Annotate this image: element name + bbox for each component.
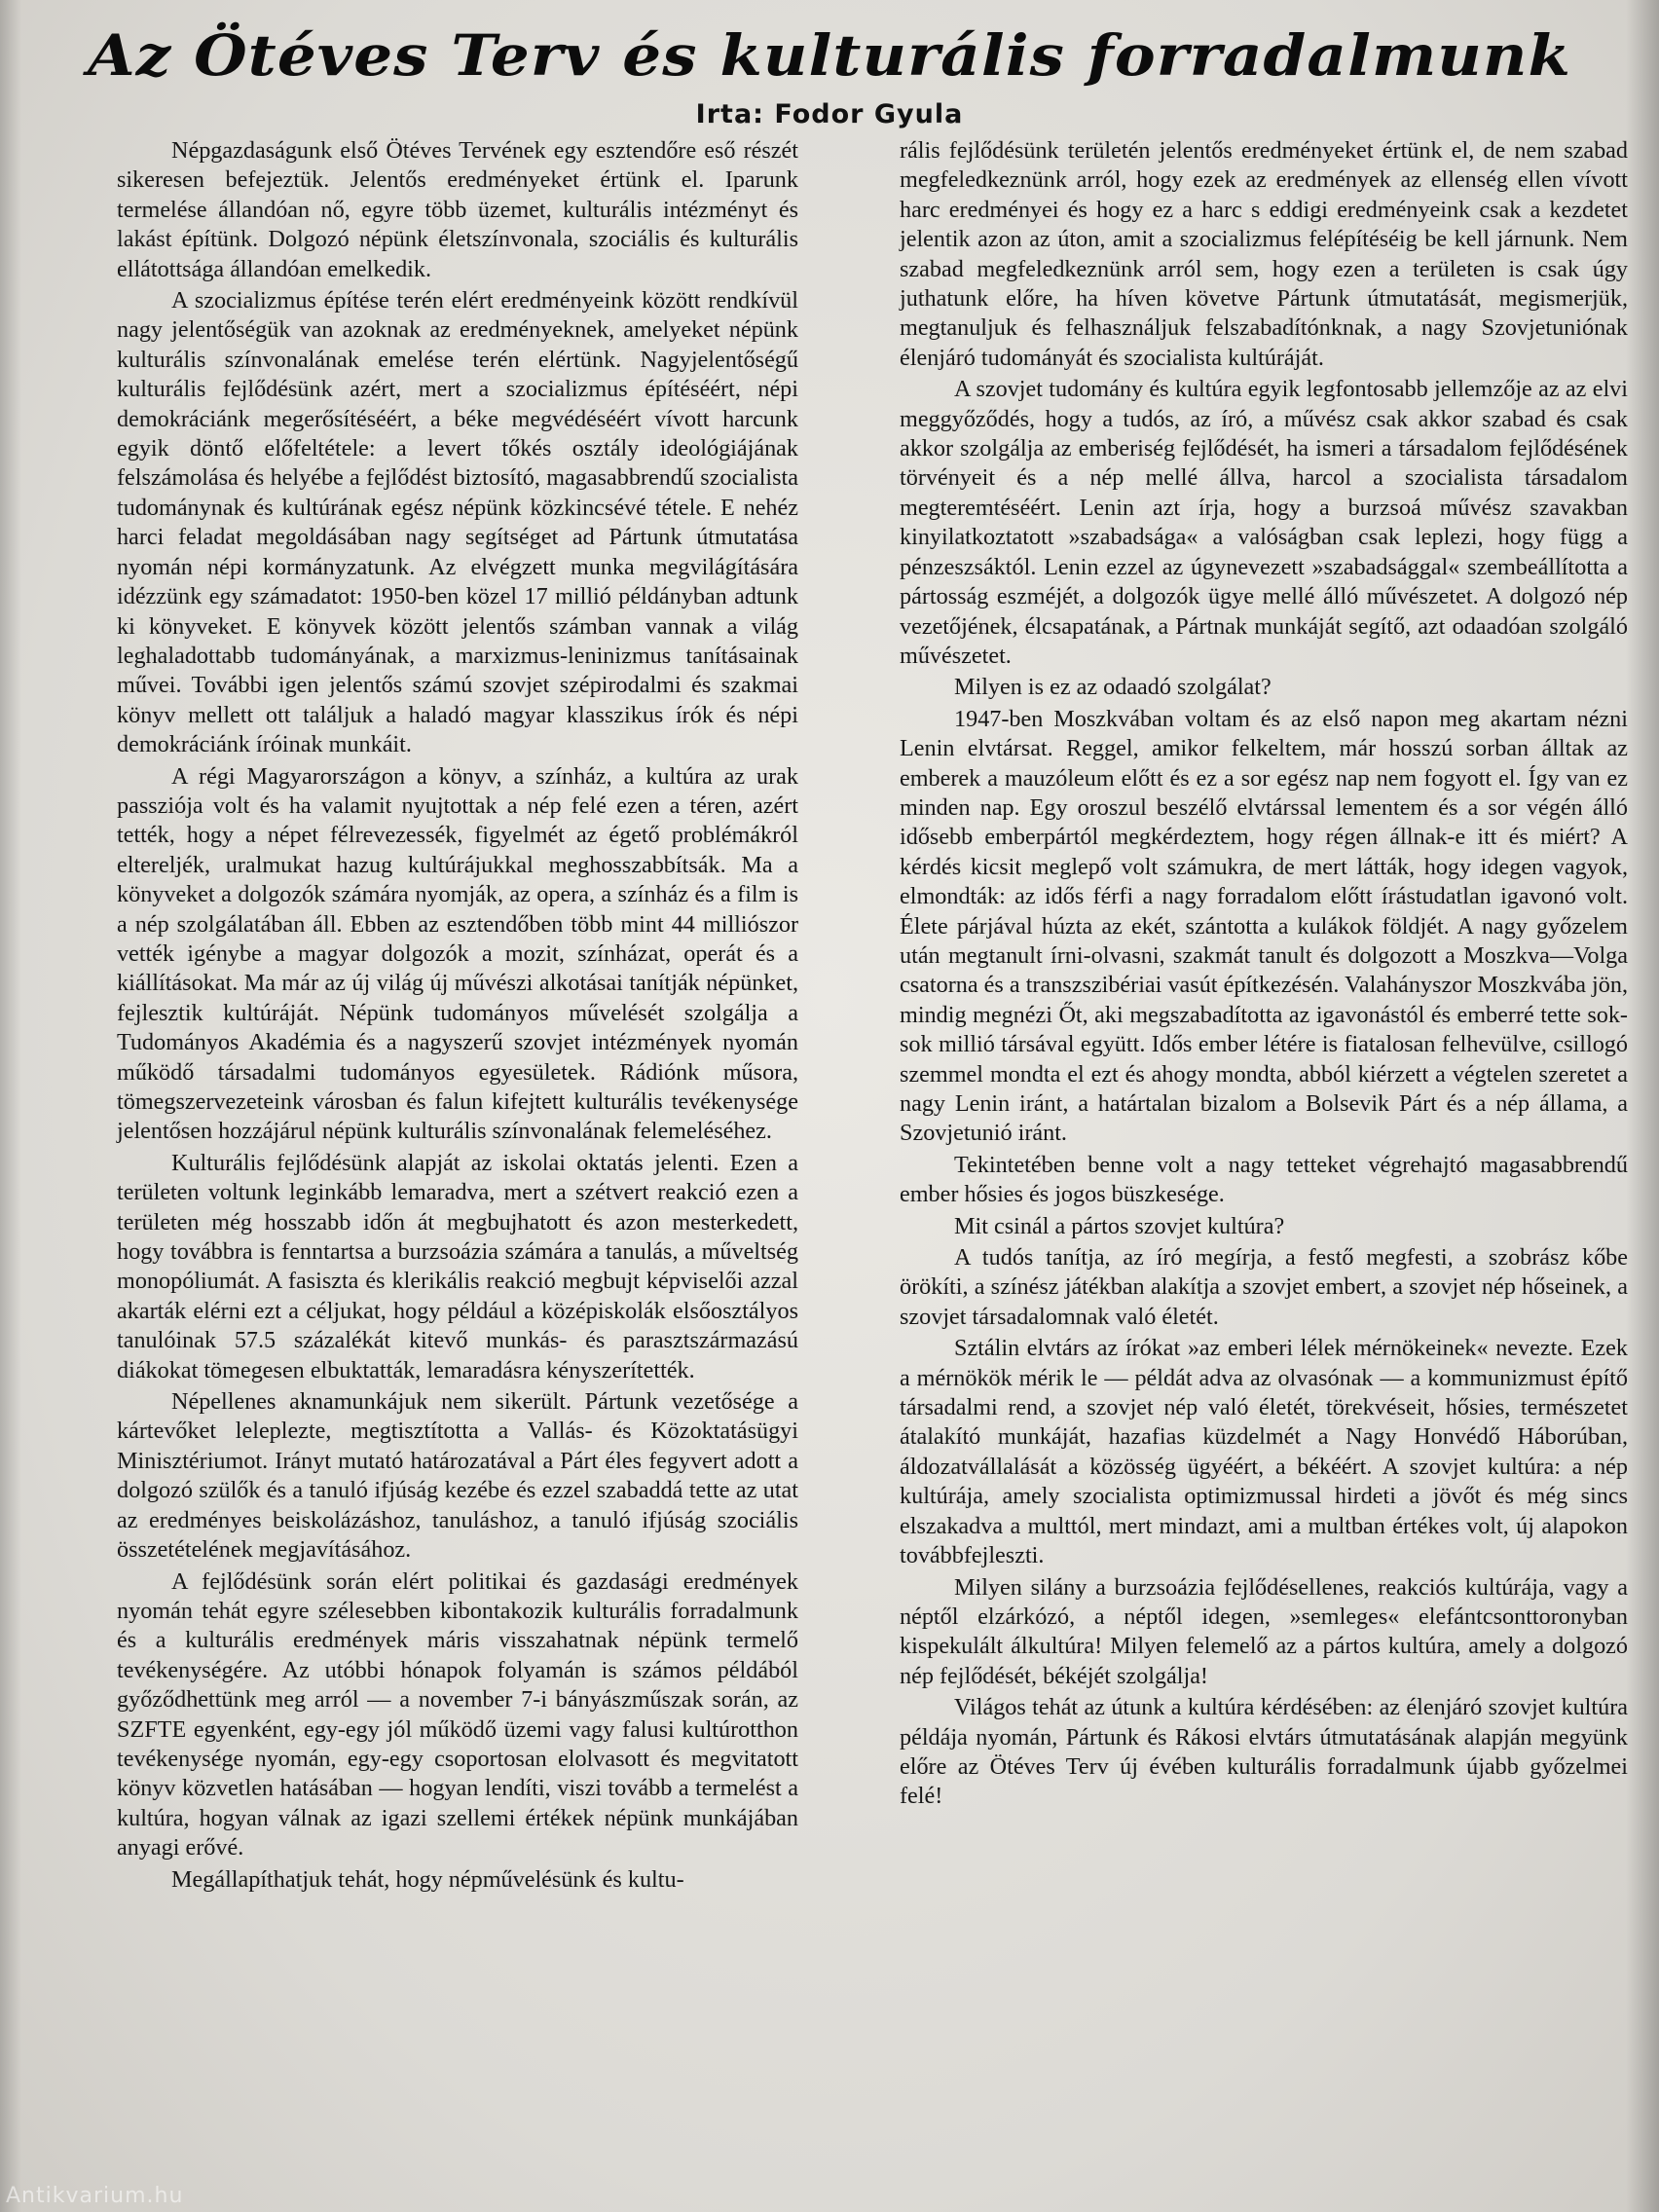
article-byline: Irta: Fodor Gyula	[695, 99, 964, 129]
right-paragraph-9: Milyen silány a burzsoázia fejlődésellenes, reakciós kultúrája, vagy a néptől elzárkózó, a néptől idegen, »semleges« elefántcsonttoronyban kispekulált álkultúra! Milyen felemelő az a pártos kultúra, amely a dolgozó nép fejlődését, békéjét szolgálja!	[900, 1573, 1628, 1689]
right-paragraph-7: A tudós tanítja, az író megírja, a festő megfesti, a szobrász kőbe örökíti, a színész játékban alakítja a szovjet embert, a szovjet nép hőseinek, a szovjet társadalomnak való életét.	[900, 1244, 1628, 1330]
article-header	[0, 21, 1659, 129]
right-paragraph-3: Milyen is ez az odaadó szolgálat?	[954, 674, 1272, 701]
left-paragraph-6: A fejlődésünk során elért politikai és gazdasági eredmények nyomán tehát egyre szélesebben kibontakozik kulturális forradalmunk és a kulturális eredmények máris visszahatnak népünk termelő tevékenységére. Az utóbbi hónapok folyamán is számos példából győződhettünk meg arról — a november 7-i bányászműszak során, az SZFTE egyenként, egy-egy jól működő üzemi vagy falusi kultúrotthon tevékenysége nyomán, egy-egy csoportosan elolvasott és megvitatott könyv közvetlen hatásában — hogyan lendíti, viszi tovább a termelést a kultúra, hogyan válnak az igazi szellemi értékek népünk munkájában anyagi erővé.	[117, 1567, 798, 1862]
left-paragraph-5: Népellenes aknamunkájuk nem sikerült. Pártunk vezetősége a kártevőket leleplezte, megtisztította a Vallás- és Közoktatásügyi Minisztériumot. Irányt mutató határozatával a Párt éles fegyvert adott a dolgozó szülők és a tanuló ifjúság kezébe és ezzel szabaddá tette az utat az eredményes beiskolázáshoz, tanuláshoz, a tanuló ifjúság szociális összetételének megjavításához.	[117, 1388, 798, 1564]
right-paragraph-1: rális fejlődésünk területén jelentős eredményeket értünk el, de nem szabad megfeledkeznünk arról, hogy ezek az eredmények az ellenség ellen vívott harc eredményei és hogy ez a harc s eddigi eredményeink csak a kezdetet jelentik azon az úton, amit a szocializmus felépítéséig be kell járnunk. Nem szabad megfeledkeznünk arról sem, hogy ezen a területen is csak úgy juthatunk előre, ha híven követve Pártunk útmutatását, megismerjük, megtanuljuk és felhasználjuk felszabadítónknak, a nagy Szovjetuniónak élenjáró tudományát és szocialista kultúráját.	[900, 137, 1628, 371]
article-title: Az Ötéves Terv és kulturális forradalmunk	[87, 22, 1572, 89]
watermark: Antikvarium.hu	[6, 2184, 184, 2208]
right-paragraph-2: A szovjet tudomány és kultúra egyik legfontosabb jellemzője az az elvi meggyőződés, hogy a tudós, az író, a művész csak akkor szabad és csak akkor szolgálja az emberiség fejlődését, ha ismeri a társadalom fejlődésének törvényeit és a nép mellé állva, harcol a szocialista társadalom megteremtéséért. Lenin azt írja, hogy a burzsoá művész szavakban kinyilatkoztatott »szabadsága« a valóságban csak leplezi, hogy függ a pénzeszsáktól. Lenin ezzel az úgynevezett »szabadsággal« szembeállította a pártosság eszméjét, a dolgozók ügye mellé álló művészetet. A dolgozó nép vezetőjének, élcsapatának, a Pártnak munkáját segítő, azt odaadóan szolgáló művészetet.	[900, 376, 1628, 669]
left-column	[117, 136, 798, 1895]
left-paragraph-1: Népgazdaságunk első Ötéves Tervének egy esztendőre eső részét sikeresen befejeztük. Jelentős eredményeket értünk el. Iparunk termelése állandóan nő, egyre több üzemet, kulturális intézményt és lakást építünk. Dolgozó népünk életszínvonala, szociális és kulturális ellátottsága állandóan emelkedik.	[117, 137, 798, 282]
right-paragraph-6: Mit csinál a pártos szovjet kultúra?	[954, 1212, 1285, 1239]
right-paragraph-8: Sztálin elvtárs az írókat »az emberi lélek mérnökeinek« nevezte. Ezek a mérnökök mérik le — példát adva az olvasónak — a kommunizmust építő társadalmi rend, a szovjet nép való életét, törekvéseit, hősies, természetet átalakító munkáját, hazafias küzdelmét a Nagy Honvédő Háborúban, áldozatvállalását a közösség ügyéért, a békéért. A szovjet kultúra: a nép kultúrája, amely szocialista optimizmussal hirdeti a jövőt és még sincs elszakadva a multtól, mert mindazt, ami a multban értékes volt, új alapokon továbbfejleszti.	[900, 1335, 1628, 1569]
left-paragraph-7: Megállapíthatjuk tehát, hogy népművelésünk és kultu-	[171, 1865, 684, 1893]
right-column	[900, 136, 1628, 1812]
right-paragraph-10: Világos tehát az útunk a kultúra kérdésében: az élenjáró szovjet kultúra példája nyomán, Pártunk és Rákosi elvtárs útmutatásának alapján megyünk előre az Ötéves Terv új évében kulturális forradalmunk újabb győzelmei felé!	[900, 1694, 1628, 1810]
right-paragraph-5: Tekintetében benne volt a nagy tetteket végrehajtó magasabbrendű ember hősies és jogos büszkesége.	[900, 1151, 1628, 1208]
left-paragraph-3: A régi Magyarországon a könyv, a színház, a kultúra az urak passziója volt és ha valamit nyujtottak a nép felé ezen a téren, azért tették, hogy a népet félrevezessék, figyelmét az égető problémákról eltereljék, uralmukat hazug kultúrájukkal meghosszabbítsák. Ma a könyveket a dolgozók számára nyomják, az opera, a színház és a film is a nép szolgálatában áll. Ebben az esztendőben több mint 44 milliószor vették igénybe a magyar dolgozók a mozit, színházat, operát és a kiállításokat. Ma már az új világ új művészi alkotásai tanítják népünket, fejlesztik kultúráját. Népünk tudományos művelését szolgálja a Tudományos Akadémia és a nagyszerű szovjet intézmények nyomán működő társadalmi tudományos egyesületek. Rádiónk műsora, tömegszervezeteink városban és falun kifejtett kulturális tevékenysége jelentősen hozzájárul népünk kulturális színvonalának felemeléséhez.	[117, 762, 798, 1145]
left-paragraph-2: A szocializmus építése terén elért eredményeink között rendkívül nagy jelentőségük van azoknak az eredményeknek, amelyeket népünk kulturális színvonalának emelése terén elértünk. Nagyjelentőségű kulturális fejlődésünk azért, mert a szocializmus építéséért, népi demokráciánk megerősítéséért, a béke megvédéséért vívott harcunk egyik döntő előfeltétele: a levert tőkés osztály ideológiájának felszámolása és helyébe a fejlődést biztosító, magasabbrendű szocialista tudománynak és kultúrának egész népünk közkincsévé tétele. E nehéz harci feladat megoldásában nagy segítséget ad Pártunk útmutatása nyomán népi kormányzatunk. Az elvégzett munka megvilágítására idézzünk egy számadatot: 1950-ben közel 17 millió példányban adtunk ki könyveket. E könyvek között jelentős számban vannak a világ leghaladottabb tudományának, a marxizmus-leninizmus tanításainak művei. További igen jelentős számú szovjet szépirodalmi és szakmai könyv mellett ott találjuk a haladó magyar klasszikus írók és népi demokráciánk íróinak munkáit.	[117, 287, 798, 758]
left-paragraph-4: Kulturális fejlődésünk alapját az iskolai oktatás jelenti. Ezen a területen voltunk leginkább lemaradva, mert a szétvert reakció ezen a területen még hosszabb időn át megbujhatott és azon mesterkedett, hogy továbbra is fenntartsa a burzsoázia számára a tanulás, a műveltség monopóliumát. A fasiszta és klerikális reakció megbujt képviselői azzal akarták elérni ezt a céljukat, hogy például a középiskolák elsőosztályos tanulóinak 57.5 százalékát kitevő munkás- és parasztszármazású diákokat tömegesen elbuktatták, lemaradásra kényszerítették.	[117, 1149, 798, 1383]
right-paragraph-4: 1947-ben Moszkvában voltam és az első napon meg akartam nézni Lenin elvtársat. Reggel, amikor felkeltem, már hosszú sorban álltak az emberek a mauzóleum előtt és ez a sor egész nap nem fogyott el. Így van ez minden nap. Egy oroszul beszélő elvtárssal lementem és a sor végén álló idősebb emberpártól megkérdeztem, hogy régen állnak-e itt és miért? A kérdés kicsit meglepő volt számukra, de mert látták, hogy idegen vagyok, elmondták: az idős férfi a nagy forradalom előtt írástudatlan igavonó volt. Élete párjával húzta az ekét, szántotta a kulákok földjét. A nagy győzelem után megtanult írni-olvasni, szakmát tanult és dolgozott a Moszkva—Volga csatorna és a transzszibériai vasút építkezésén. Valahányszor Moszkvába jön, mindig megnézi Őt, aki megszabadította az igavonástól és emberré tette sok-sok millió társával együtt. Idős ember létére is fiatalosan felhevülve, csillogó szemmel mondta el ezt és ahogy mondta, abból kiérzett a végtelen szeretet a nagy Lenin iránt, a határtalan bizalom a Bolsevik Párt és a nép állama, a Szovjetunió iránt.	[900, 705, 1628, 1147]
